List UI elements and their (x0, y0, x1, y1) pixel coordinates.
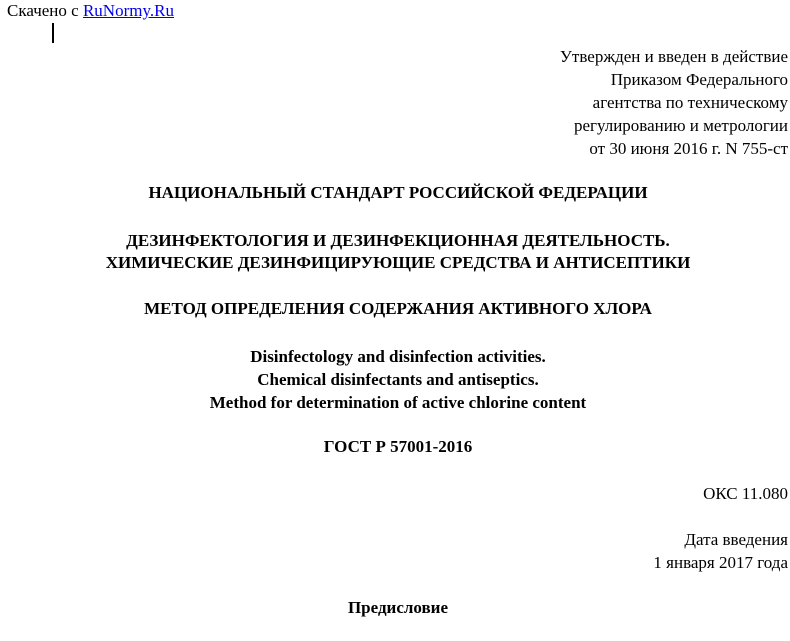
standard-title-ru-line: ДЕЗИНФЕКТОЛОГИЯ И ДЕЗИНФЕКЦИОННАЯ ДЕЯТЕЛЬНОСТЬ. (126, 231, 670, 250)
standard-designation: ГОСТ Р 57001-2016 (323, 437, 473, 456)
introduction-date-block (653, 528, 788, 574)
standard-title-en-line: Method for determination of active chlorine content (209, 393, 587, 412)
standard-title-ru-line: ХИМИЧЕСКИЕ ДЕЗИНФИЦИРУЮЩИЕ СРЕДСТВА И АНТИСЕПТИКИ (105, 253, 691, 272)
text-cursor (52, 23, 54, 43)
approval-line: Утвержден и введен в действие (559, 47, 788, 66)
preface-heading: Предисловие (347, 598, 449, 617)
approval-line: агентства по техническому (592, 93, 788, 112)
source-line (7, 1, 174, 21)
standard-title-en-line: Chemical disinfectants and antiseptics. (257, 370, 539, 389)
source-link[interactable]: RuNormy.Ru (82, 1, 174, 20)
standard-title-en (0, 345, 790, 414)
standard-type-heading: НАЦИОНАЛЬНЫЙ СТАНДАРТ РОССИЙСКОЙ ФЕДЕРАЦИИ (148, 183, 648, 202)
standard-title-en-line: Disinfectology and disinfection activities. (250, 347, 546, 366)
approval-line: Приказом Федерального (610, 70, 788, 89)
approval-line: регулированию и метрологии (573, 116, 788, 135)
approval-block (388, 45, 788, 160)
standard-method-ru: МЕТОД ОПРЕДЕЛЕНИЯ СОДЕРЖАНИЯ АКТИВНОГО ХЛОРА (144, 299, 652, 318)
source-prefix: Скачено с (7, 1, 83, 20)
introduction-date-value: 1 января 2017 года (653, 553, 788, 572)
approval-line: от 30 июня 2016 г. N 755-ст (589, 139, 788, 158)
oks-code: ОКС 11.080 (703, 484, 788, 503)
standard-title-ru (0, 230, 790, 274)
introduction-date-label: Дата введения (684, 530, 788, 549)
